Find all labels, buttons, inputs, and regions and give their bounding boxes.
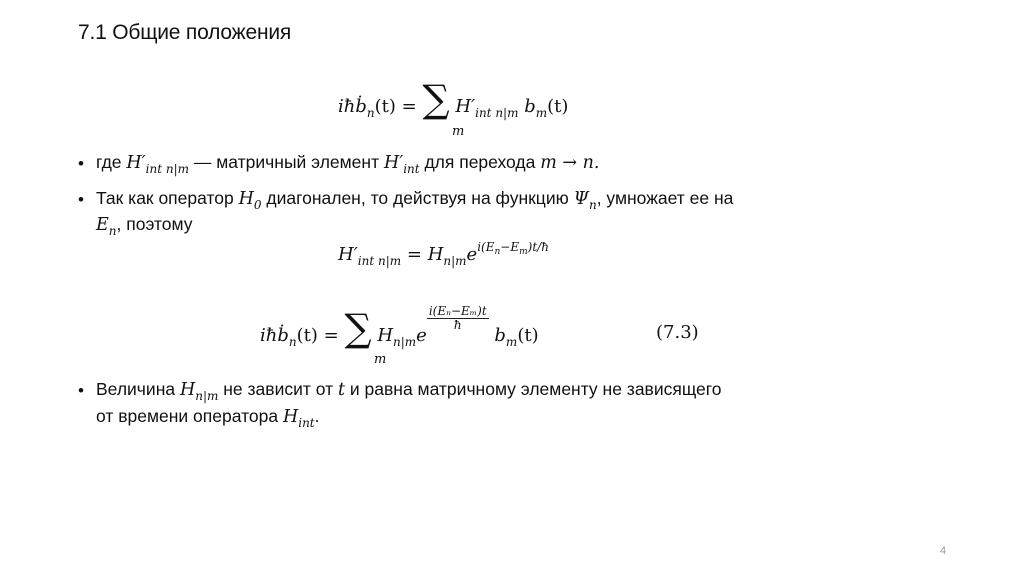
eq2-H: H′ <box>338 244 358 265</box>
equation-1 <box>338 77 569 121</box>
eq1-b-sub: m <box>535 106 548 120</box>
b2-psi-sub: n <box>588 198 597 212</box>
eq2-rhs: H <box>427 244 444 265</box>
eq3-lhs-arg: (t) = <box>296 325 339 346</box>
eq2-exp-sub1: n <box>494 247 501 257</box>
bullet-1 <box>96 152 599 176</box>
b3-t: t <box>337 380 346 400</box>
b3-pre: Величина <box>96 379 180 399</box>
b3-line2-pre: от времени оператора <box>96 406 283 426</box>
b1-H: H′ <box>126 153 146 173</box>
equation-3 <box>260 305 539 349</box>
b1-H2: H′ <box>383 153 404 173</box>
eq3-H-sub: n|m <box>393 335 417 349</box>
page-number: 4 <box>940 545 947 557</box>
eq2-exp-mid: −E <box>500 240 520 254</box>
bullet-3-line-1 <box>96 379 722 403</box>
b1-transition: m → n. <box>540 153 600 173</box>
eq3-b: b <box>494 325 506 346</box>
b2-pre: Так как оператор <box>96 188 239 208</box>
eq2-rhs-sub: n|m <box>443 254 467 268</box>
eq2-H-sub: int n|m <box>357 254 402 268</box>
b2-H0: H <box>238 189 254 209</box>
bullet-2-line-2 <box>96 214 193 238</box>
eq3-e: e <box>416 325 427 346</box>
b3-H-sub: n|m <box>195 389 219 403</box>
eq1-lhs-sub: n <box>366 106 375 120</box>
eq1-b: b <box>524 96 536 117</box>
equation-2 <box>338 240 549 268</box>
b3-mid: не зависит от <box>218 379 338 399</box>
b2-E-sub: n <box>108 224 117 238</box>
bullet-3-line-2 <box>96 406 320 430</box>
eq1-sum-index: m <box>452 124 465 139</box>
b1-H-sub: int n|m <box>145 162 190 176</box>
b2-E: E <box>96 215 109 235</box>
b2-psi: Ψ <box>573 189 589 209</box>
equation-number: (7.3) <box>656 322 699 343</box>
eq2-exp-sub2: m <box>519 247 528 257</box>
eq3-exponent-fraction <box>427 305 489 332</box>
b3-post: и равна матричному элементу не зависящего <box>345 379 722 399</box>
b1-pre: где <box>96 152 122 172</box>
eq2-exp-end: )t/ħ <box>527 240 549 254</box>
b1-post: для перехода <box>419 152 541 172</box>
eq1-H: H′ <box>455 96 476 117</box>
bullet-dot: • <box>78 381 84 400</box>
eq1-H-sub: int n|m <box>475 106 519 120</box>
bullet-2-line-1 <box>96 188 733 212</box>
eq2-e: e <box>466 244 478 265</box>
eq3-lhs: iħḃ <box>260 325 289 346</box>
eq3-b-arg: (t) <box>517 325 539 346</box>
eq2-exp: i(E <box>477 240 495 254</box>
b2-mid: диагонален, то действуя на функцию <box>261 188 574 208</box>
eq1-lhs-arg: (t) = <box>374 96 417 117</box>
b3-line2-H: H <box>282 407 299 427</box>
b3-line2-H-sub: int <box>298 416 315 430</box>
b3-line2-post: . <box>314 406 320 426</box>
eq3-frac-den: ħ <box>453 318 462 332</box>
b1-mid: — матричный элемент <box>189 152 384 172</box>
b2-post: , умножает ее на <box>596 188 734 208</box>
eq2-eq: = <box>401 244 428 265</box>
eq3-frac-num: i(Eₙ−Eₘ)t <box>428 304 487 318</box>
eq1-b-arg: (t) <box>547 96 569 117</box>
eq3-b-sub: m <box>505 335 518 349</box>
eq3-H: H <box>377 325 394 346</box>
eq3-lhs-sub: n <box>288 335 297 349</box>
eq1-sum-symbol: ∑ <box>422 77 450 121</box>
b1-H2-sub: int <box>403 162 420 176</box>
bullet-dot: • <box>78 190 84 209</box>
eq3-sum-index: m <box>374 352 387 367</box>
bullet-dot: • <box>78 154 84 173</box>
eq1-lhs: iħḃ <box>338 96 367 117</box>
b2-H0-sub: 0 <box>253 198 262 212</box>
eq3-sum-symbol: ∑ <box>344 306 372 350</box>
b3-H: H <box>179 380 196 400</box>
slide-title: 7.1 Общие положения <box>78 21 292 44</box>
b2-line2-post: , поэтому <box>116 214 193 234</box>
